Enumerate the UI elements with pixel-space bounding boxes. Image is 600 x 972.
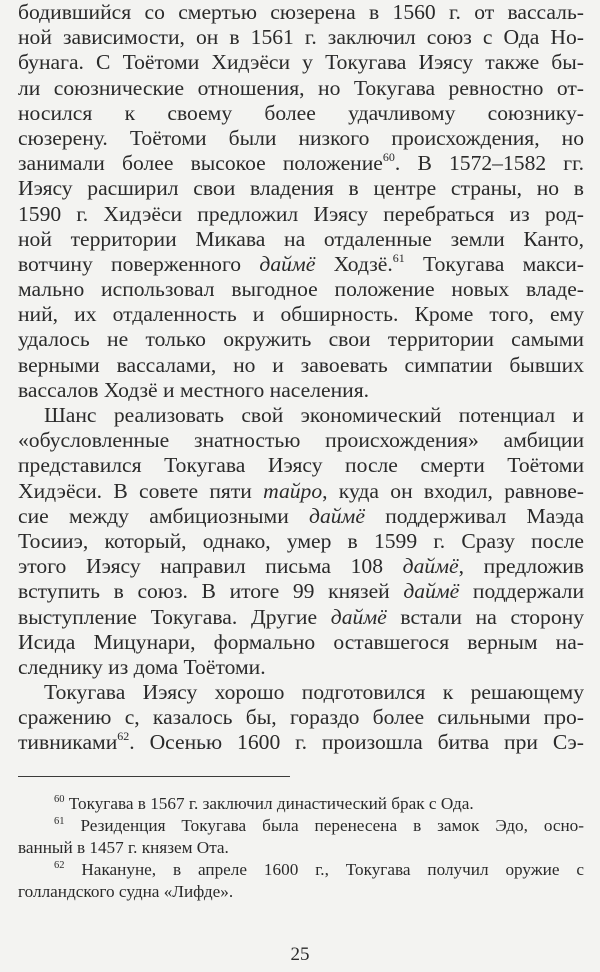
main-line	[18, 25, 584, 50]
text-run: верными вассалами, но и завоевать симпатии бывших	[18, 352, 584, 377]
text-run: сюзерену. Тоётоми были низкого происхождения, но	[18, 125, 584, 150]
main-line	[18, 655, 584, 680]
main-line	[18, 126, 584, 151]
text-run: вотчину поверженного	[18, 251, 260, 276]
text-run: Токугава Иэясу хорошо подготовился к решающему	[44, 680, 584, 705]
text-run: сие между амбициозными	[18, 503, 310, 528]
footnote-line	[18, 837, 584, 859]
text-run: сражению с, казалось бы, гораздо более сильными про-	[18, 705, 584, 730]
main-line	[18, 302, 584, 327]
body-text	[18, 0, 584, 756]
main-line	[18, 176, 584, 201]
footnote-ref: 61	[54, 816, 65, 827]
text-run: голландского судна «Лифде».	[18, 882, 234, 901]
text-run: Исида Мицунари, формально оставшегося верным на-	[18, 629, 584, 654]
text-run: , предложив	[458, 554, 584, 579]
text-run: встали на сторону	[386, 604, 584, 629]
text-run: ной территории Микава на отдаленные земли Канто,	[18, 226, 584, 251]
main-line	[18, 504, 584, 529]
main-line	[18, 227, 584, 252]
text-run: Тосииэ, который, однако, умер в 1599 г. Сразу после	[18, 528, 584, 553]
footnote-ref: 60	[382, 150, 395, 165]
text-run: поддержали	[459, 579, 585, 604]
main-line	[18, 353, 584, 378]
main-line	[18, 151, 584, 176]
main-line	[18, 202, 584, 227]
main-line	[18, 101, 584, 126]
main-line	[18, 403, 584, 428]
text-run: вступить в союз. В итоге 99 князей	[18, 579, 404, 604]
footnote-line	[18, 859, 584, 881]
text-run: бодившийся со смертью сюзерена в 1560 г. от вассаль-	[18, 0, 584, 24]
text-run: Шанс реализовать свой экономический потенциал и	[44, 403, 584, 427]
italic-term: даймё	[330, 604, 387, 629]
main-line	[18, 378, 584, 403]
text-run: Ходзё.	[315, 251, 393, 276]
main-line	[18, 680, 584, 705]
text-run: бунага. С Тоётоми Хидэёси у Токугава Иэясу также бы-	[18, 50, 584, 75]
text-run: занимали более высокое положение	[18, 151, 383, 176]
text-run: . В 1572–1582 гг.	[394, 151, 584, 176]
text-run: удалось не только окружить свои территории самыми	[18, 327, 584, 352]
main-line	[18, 605, 584, 630]
text-run: Резиденция Токугава была перенесена в замок Эдо, осно-	[64, 816, 584, 835]
footnote-separator	[18, 776, 290, 777]
text-run: носился к своему более удачливому союзнику-	[18, 100, 584, 125]
text-run: Токугава в 1567 г. заключил династический брак с Ода.	[64, 794, 474, 813]
italic-term: тайро	[263, 478, 323, 503]
text-run: Хидэёси. В совете пяти	[18, 478, 264, 503]
text-run: Иэясу расширил свои владения в центре страны, но в	[18, 176, 584, 201]
footnote-line	[18, 793, 584, 815]
text-run: ний, их отдаленность и обширность. Кроме того, ему	[18, 302, 584, 327]
text-run: ли союзнические отношения, но Токугава ревностно от-	[18, 75, 584, 100]
main-line	[18, 428, 584, 453]
text-run: , куда он входил, равнове-	[322, 478, 584, 503]
text-run: «обусловленные знатностью происхождения» амбиции	[18, 428, 584, 453]
text-run: ной зависимости, он в 1561 г. заключил союз с Ода Но-	[18, 25, 584, 50]
main-line	[18, 327, 584, 352]
page-number: 25	[290, 944, 310, 965]
main-line	[18, 277, 584, 302]
main-line	[18, 50, 584, 75]
text-run: представился Токугава Иэясу после смерти Тоётоми	[18, 453, 584, 478]
italic-term: даймё	[403, 579, 460, 604]
main-line	[18, 0, 584, 25]
italic-term: даймё	[402, 554, 459, 579]
text-run: мально использовал выгодное положение новых владе-	[18, 277, 584, 302]
italic-term: даймё	[259, 251, 316, 276]
main-line	[18, 579, 584, 604]
main-line	[18, 76, 584, 101]
text-run: вассалов Ходзё и местного населения.	[18, 377, 370, 402]
text-run: Накануне, в апреле 1600 г., Токугава получил оружие с	[64, 860, 584, 879]
main-line	[18, 705, 584, 730]
text-run: . Осенью 1600 г. произошла битва при Сэ-	[129, 730, 584, 755]
text-run: Токугава макси-	[404, 251, 584, 276]
main-line	[18, 730, 584, 755]
footnote-ref: 61	[392, 250, 405, 265]
footnotes	[18, 793, 584, 903]
footnote-ref: 60	[54, 794, 65, 805]
italic-term: даймё	[309, 503, 365, 528]
main-line	[18, 554, 584, 579]
text-run: этого Иэясу направил письма 108	[18, 554, 403, 579]
footnote-line	[18, 881, 584, 903]
text-run: тивниками	[18, 730, 118, 755]
footnote-ref: 62	[117, 729, 130, 744]
footnote-line	[18, 815, 584, 837]
main-line	[18, 479, 584, 504]
text-run: ванный в 1457 г. князем Ота.	[18, 838, 229, 857]
main-line	[18, 529, 584, 554]
main-line	[18, 252, 584, 277]
main-line	[18, 453, 584, 478]
text-run: следнику из дома Тоётоми.	[18, 654, 266, 679]
text-run: 1590 г. Хидэёси предложил Иэясу перебраться из род-	[18, 201, 584, 226]
main-line	[18, 630, 584, 655]
text-run: выступление Токугава. Другие	[18, 604, 331, 629]
footnote-ref: 62	[54, 860, 65, 871]
text-run: поддерживал Маэда	[364, 503, 585, 528]
